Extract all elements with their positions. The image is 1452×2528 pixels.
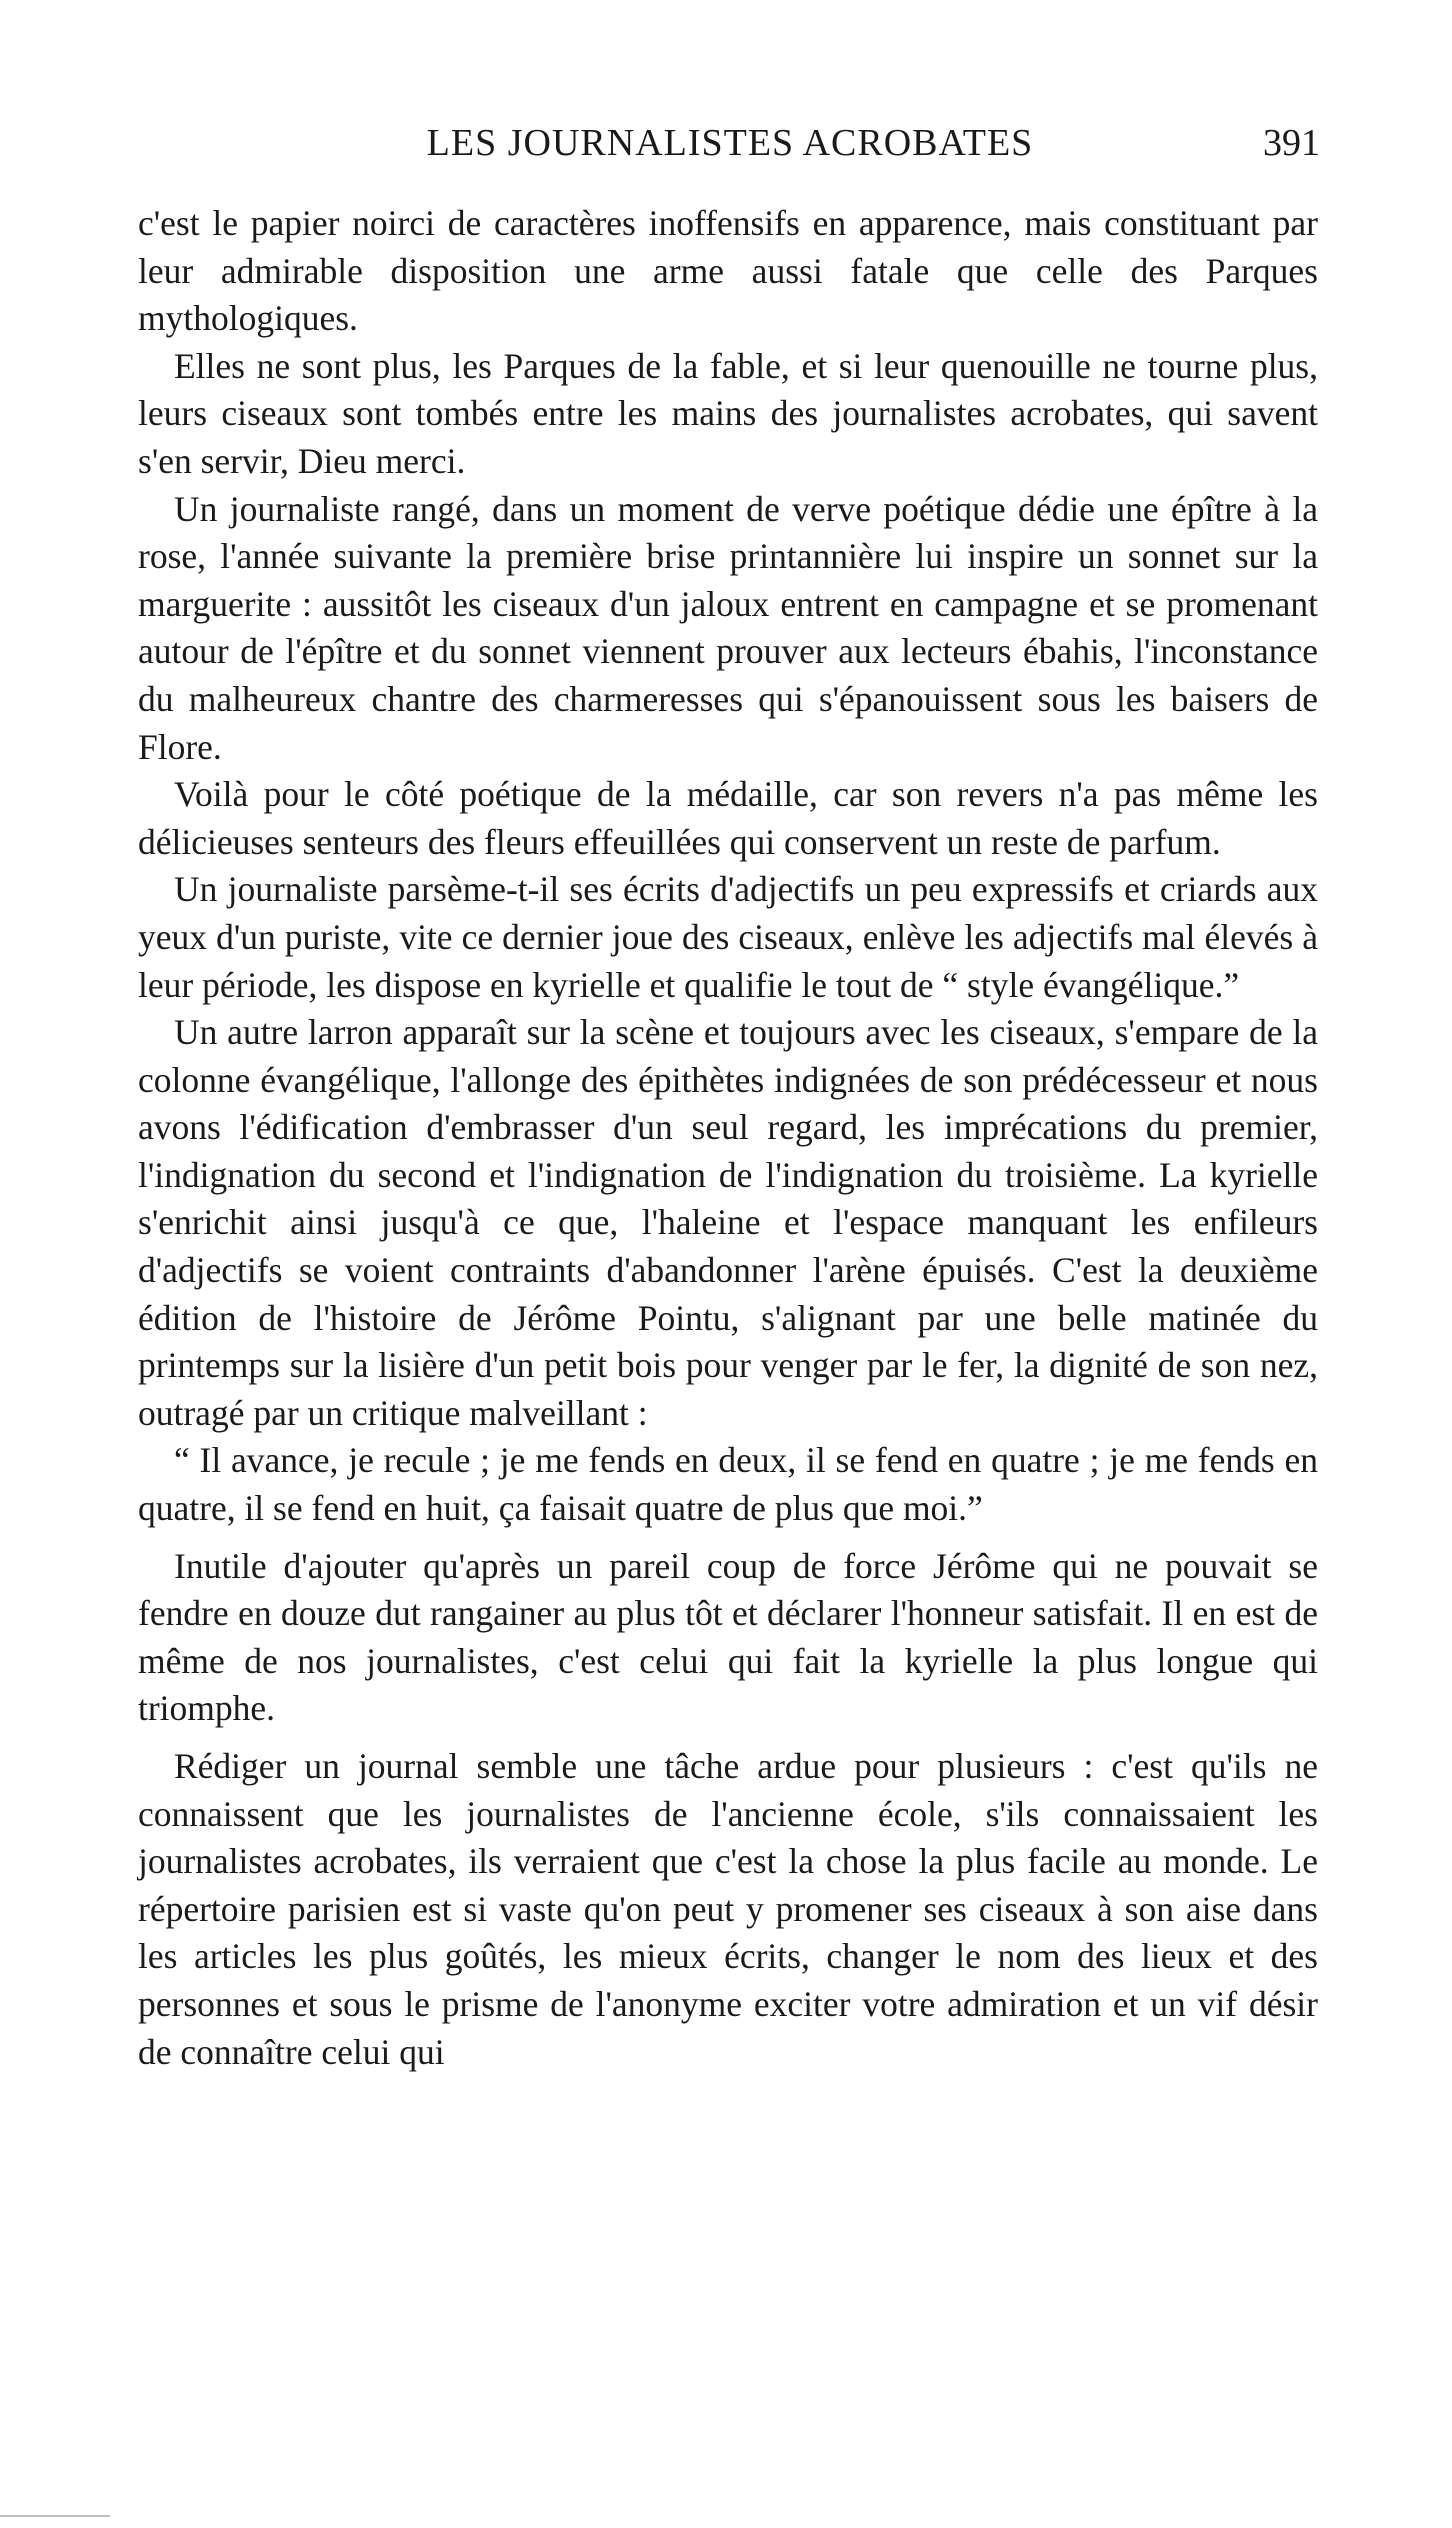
paragraph-6: Un autre larron apparaît sur la scène et toujours avec les ciseaux, s'empare de la colonne évangélique, l'allonge des épithètes indignées de son prédécesseur et nous avons l'édification d'embrasser d'un seul regard, les imprécations du premier, l'indignation du second et l'indignation de l'indignation du troisième. La kyrielle s'enrichit ainsi jusqu'à ce que, l'haleine et l'espace manquant les enfileurs d'adjectifs se voient contraints d'abandonner l'arène épuisés. C'est la deuxième édition de l'histoire de Jérôme Pointu, s'alignant par une belle matinée du printemps sur la lisière d'un petit bois pour venger par le fer, la dignité de son nez, outragé par un critique malveillant : xyxy=(138,1012,1318,1433)
paragraph-2: Elles ne sont plus, les Parques de la fable, et si leur quenouille ne tourne plus, leurs ciseaux sont tombés entre les mains des journalistes acrobates, qui savent s'en servir, Dieu merci. xyxy=(138,345,1318,481)
paragraph-5: Un journaliste parsème-t-il ses écrits d'adjectifs un peu expressifs et criards aux yeux d'un puriste, vite ce dernier joue des ciseaux, enlève les adjectifs mal élevés à leur période, les dispose en kyrielle et qualifie le tout de “ style évangélique.” xyxy=(138,869,1318,1005)
paragraph-quote: “ Il avance, je recule ; je me fends en deux, il se fend en quatre ; je me fends en quatre, il se fend en huit, ça faisait quatre de plus que moi.” xyxy=(138,1440,1318,1529)
paragraph-8: Inutile d'ajouter qu'après un pareil coup de force Jérôme qui ne pouvait se fendre en douze dut rangainer au plus tôt et déclarer l'honneur satisfait. Il en est de même de nos journalistes, c'est celui qui fait la kyrielle la plus longue qui triomphe. xyxy=(138,1545,1318,1729)
body-text xyxy=(138,200,1318,2076)
running-head xyxy=(140,118,1320,168)
paragraph-4: Voilà pour le côté poétique de la médaille, car son revers n'a pas même les délicieuses senteurs des fleurs effeuillées qui conservent un reste de parfum. xyxy=(138,774,1318,862)
paragraph-3: Un journaliste rangé, dans un moment de verve poétique dédie une épître à la rose, l'année suivante la première brise printannière lui inspire un sonnet sur la marguerite : aussitôt les ciseaux d'un jaloux entrent en campagne et se promenant autour de l'épître et du sonnet viennent prouver aux lecteurs ébahis, l'inconstance du malheureux chantre des charmeresses qui s'épanouissent sous les baisers de Flore. xyxy=(138,488,1318,767)
paragraph-1: c'est le papier noirci de caractères inoffensifs en apparence, mais constituant par leur admirable disposition une arme aussi fatale que celle des Parques mythologiques. xyxy=(138,203,1318,339)
running-title: LES JOURNALISTES ACROBATES xyxy=(426,122,1034,164)
bottom-rule xyxy=(0,2515,110,2517)
paragraph-9: Rédiger un journal semble une tâche ardue pour plusieurs : c'est qu'ils ne connaissent que les journalistes de l'ancienne école, s'ils connaissaient les journalistes acrobates, ils verraient que c'est la chose la plus facile au monde. Le répertoire parisien est si vaste qu'on peut y promener ses ciseaux à son aise dans les articles les plus goûtés, les mieux écrits, changer le nom des lieux et des personnes et sous le prisme de l'anonyme exciter votre admiration et un vif désir de connaître celui qui xyxy=(138,1746,1318,2072)
page-number: 391 xyxy=(1263,122,1320,164)
